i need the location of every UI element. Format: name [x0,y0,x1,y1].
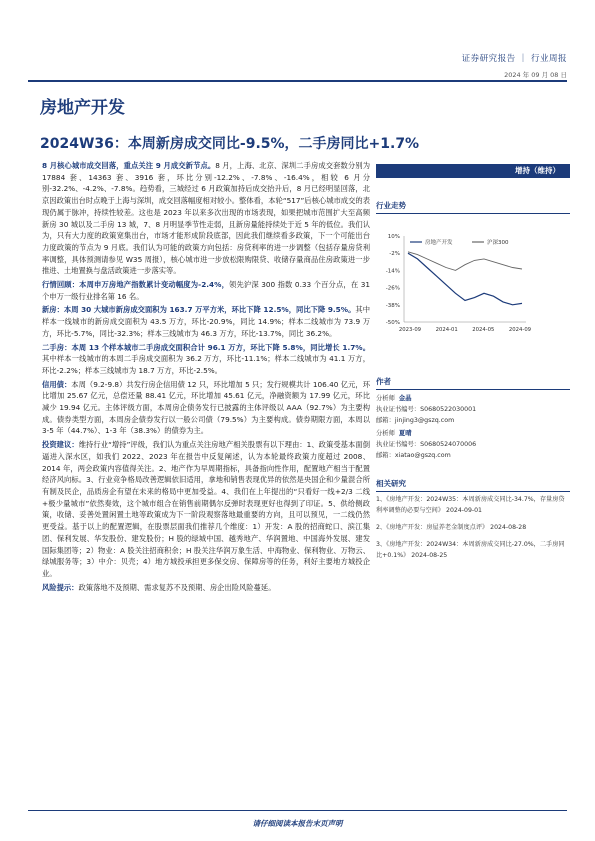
y-tick-label: -50% [385,320,400,326]
cert-label: 执业证书编号： [376,406,421,413]
paragraph-text: 本周（9.2-9.8）共发行房企信用债 12 只，环比增加 5 只；发行规模共计 106.40 亿元，环比增加 25.67 亿元，总偿还量 88.41 亿元，环比增加 45.61 亿元，净融资额为 17.99 亿元，环比减少 19.94 亿元。主体评级方面，本周房企债务发行已披露的主体评级以 AAA（92.7%）为主要构成。债券类型方面，本周房企债券发行以一般公司债（79.5%）为主要构成。债券期限方面，本周以 3-5 年（44.7%）、1-3 年（38.3%）的债券为主。 [42,379,371,436]
industry-title: 房地产开发 [40,98,125,118]
related-item[interactable]: 3、《房地产开发：2024W34：本周新房成交同比-27.0%，二手房同比+0.1%》 2024-08-25 [376,541,565,559]
cert-label: 执业证书编号： [376,441,421,448]
cert-number: S0680524070006 [420,441,477,448]
author-1 [376,393,476,426]
paragraph-text: 政策落地不及预期、需求复苏不及预期、房企出险风险蔓延。 [78,582,276,592]
author-name: 金晶 [398,395,412,402]
rating-badge: 增持（维持） [376,164,570,178]
paragraph-text: 其中样本一线城市的新房成交面积为 43.5 万方，环比-20.9%，同比 14.9%；样本二线城市为 73.9 万方，环比-5.7%，同比-32.3%；样本三线城市为 46.3 万方，环比-13.7%，同比 36.2%。 [42,305,370,338]
author-2 [376,428,476,461]
x-tick-label: 2024-05 [472,327,495,333]
paragraph [42,342,370,377]
related-list [376,494,570,567]
x-tick-label: 2023-09 [398,327,422,333]
legend-label: 房地产开发 [425,240,453,246]
paragraph-highlight: 二手房：本周 13 个样本城市二手房成交面积合计 96.1 万方，环比下降 5.8%，同比增长 1.7%。 [42,342,370,352]
paragraph-text: 8 月，上海、北京、深圳二手房成交套数分别为 17884 套、14363 套、3916 套，环比分别-12.2%、-7.8%、-16.4%，相较 6 月分别-32.2%、-4.2%、-7.8%。趋势看，三城经过 6 月政策加持后成交抬升后，8 月已经明显回落，北京因政策出台时点晚于上海与深圳，成交回落幅度相对较小。整体看，本轮“517”后核心城市成交的表现仍属于脉冲，持续性较差。这也是 2023 年以来多次出现的市场表现，如果把城市范围扩大至高频新房 30 城以及二手房 13 城，7、8 月明显季节性走弱，且新房量能持续处于近 5 年的低位。我们认为，只有大力度的政策宽集出台，市场才能形成阶段底部，因此我们继续看多政策，下一个可能出台力度政策的节点为 9 月底。我们认为可能的政策方向包括：房贷利率的进一步调整（包括存量房贷利率调整，具体预测请参见 W35 周报），核心城市进一步放松限购限贷、收储存量商品住房政策进一步推进、土地置换与盘活政策进一步落实等。 [42,161,370,276]
footer-divider [28,810,567,811]
body-text [42,160,370,595]
chart-section-heading: 行业走势 [376,200,570,214]
author-name: 夏晴 [398,430,412,437]
author-email[interactable]: jinjing3@gszq.com [394,417,455,424]
y-tick-label: -14% [385,268,400,275]
paragraph [42,160,370,277]
paragraph-highlight: 行情回顾：本周申万房地产指数累计变动幅度为-2.4%， [42,280,230,290]
paragraph-highlight: 新房：本周 30 大城市新房成交面积为 163.7 万平方米，环比下降 12.5%，同比下降 9.5%。 [42,305,356,315]
related-item[interactable]: 2、《房地产开发：房屋养老金制度点评》 2024-08-28 [376,524,527,531]
x-tick-label: 2024-09 [508,327,532,333]
series-line-0 [408,253,522,305]
paragraph-highlight: 8 月核心城市成交回落，重点关注 9 月成交新节点。 [42,161,216,170]
author-role: 分析师 [376,430,395,437]
author-section-heading: 作者 [376,376,570,390]
y-tick-label: -2% [389,251,400,258]
y-tick-label: 10% [387,234,400,240]
series-line-1 [408,252,522,271]
report-date: 2024 年 09 月 08 日 [504,71,567,79]
footer-disclaimer: 请仔细阅读本报告末页声明 [252,819,343,828]
author-role: 分析师 [376,395,395,402]
x-tick-label: 2024-01 [435,327,458,333]
related-section-heading: 相关研究 [376,478,570,492]
legend-label: 沪深300 [487,240,509,246]
y-tick-label: -38% [385,302,400,309]
email-label: 邮箱： [376,417,395,424]
paragraph [42,582,370,594]
paragraph-text: 其中样本一线城市的本周二手房成交面积为 36.2 万方，环比-11.1%；样本二线城市为 41.1 万方，环比-2.2%；样本三线城市为 18.7 万方，环比-2.5%。 [42,354,370,375]
report-title: 2024W36：本周新房成交同比-9.5%，二手房同比+1.7% [40,136,420,152]
paragraph [42,304,370,339]
author-email[interactable]: xiatao@gszq.com [394,452,451,459]
industry-trend-chart [376,230,570,340]
paragraph [42,439,370,579]
paragraph-text: 维持行业“增持”评级，我们认为重点关注房地产相关股票有以下理由：1、政策受基本面倒逼进入深水区，如我们 2022、2023 年在报告中反复阐述，认为本轮最终政策力度超过 2008、2014 年，两会政策内容值得关注。2、地产作为早周期指标，具备指向性作用，配置地产相当于配置经济风向标。3、行业竞争格局改善逻辑依旧适用，拿地和销售表现优异的依然是央国企和少量混合所有制及民企，品质房企有望在未来的格局中更加受益。4、我们在上年提出的“只看好一线+2/3 二线+极少量城市”依然奏效，这个城市组合在销售前期偶尔反弹时表现更好也得到了印证。5、供给侧政策，收储、妥善处置闲置土地等政策成为下一阶段观察落地最重要的方向，且可以预见，一二线仍然更受益。基于以上的配置逻辑，在股票层面我们推荐几个维度：1）开发：A 股的招商蛇口、滨江集团、保利发展、华发股份、建发股份；H 股的绿城中国、越秀地产、华润置地、中国海外发展、建发国际集团等；2）物业：A 股关注招商积余；H 股关注华润万象生活、中海物业、保利物业、万物云、绿城服务等；3）中介：贝壳；4）地方城投承担更多保交房、保障房等的任务，利好主要地方城投企业。 [42,440,371,578]
header-divider [28,80,567,82]
paragraph [42,279,370,302]
related-item[interactable]: 1、《房地产开发：2024W35：本周新房成交同比-34.7%，存量房贷利率调整的必要与空间》 2024-09-01 [376,496,565,514]
paragraph-highlight: 信用债： [42,379,72,389]
cert-number: S0680522030001 [420,406,477,413]
paragraph-text: 领先沪深 300 指数 0.33 个百分点，在 31 个申万一级行业排名第 16 名。 [42,280,371,301]
paragraph-highlight: 投资建议： [42,440,79,450]
header-right: 证券研究报告 ｜ 行业周报 [461,54,567,64]
paragraph-highlight: 风险提示： [42,582,79,592]
email-label: 邮箱： [376,452,395,459]
paragraph [42,379,370,438]
y-tick-label: -26% [385,285,400,292]
